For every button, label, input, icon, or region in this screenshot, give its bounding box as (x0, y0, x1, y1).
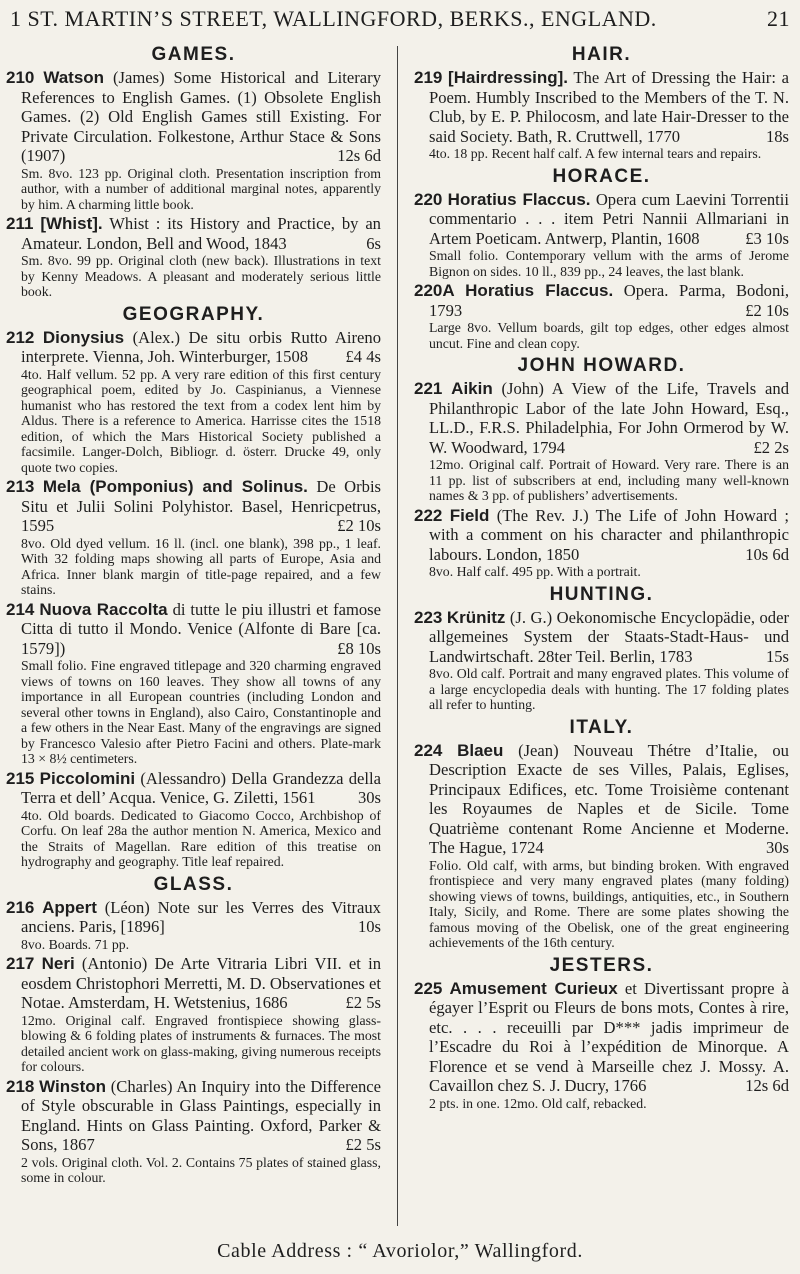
entry-text: The Art of Dressing the Hair: a Poem. Humbly Inscribed to the Members of the T. N. Club, by E. P. Philocosm, and late Hair-Dresser to the said Society. Bath, R. Cruttwell, 1770 (429, 68, 789, 146)
entry-number: 213 (6, 477, 35, 496)
catalogue-entry (414, 741, 789, 951)
catalogue-entry (414, 506, 789, 580)
entry-text: et Divertissant propre à égayer l’Esprit ou Fleurs de bons mots, Contes à rire, etc. . . . receuilli par D*** jadis imprimeur de l’Escadre du Roi à l’expédition de Minorque. A Florence et se vend à Marseille chez J. Mossy. A. Cavaillon chez S. J. Ducry, 1766 (429, 978, 789, 1095)
entry-author: [Whist]. (40, 214, 103, 233)
page-number: 21 (767, 6, 790, 31)
entry-author: [Hairdressing]. (448, 68, 569, 87)
catalogue-entry (6, 600, 381, 767)
entry-author: Krünitz (446, 607, 506, 627)
entry-title-line (6, 1077, 381, 1155)
entry-title-line (6, 328, 381, 367)
section-heading: GEOGRAPHY. (122, 303, 265, 325)
entry-text: (James) Some Historical and Literary References to English Games. (1) Obsolete English Games. (2) Old English Games still Existing. For Private Circulation. Folkestone, Arthur Stace & Sons (1907) (21, 68, 381, 165)
catalogue-entry (6, 954, 381, 1075)
entry-description: Large 8vo. Vellum boards, gilt top edges, other edges almost uncut. Fine and clean copy. (429, 320, 789, 351)
entry-price: £4 4s (345, 347, 381, 366)
entry-title-line (414, 741, 789, 858)
entry-description: Sm. 8vo. 123 pp. Original cloth. Presentation inscription from author, with a number of additional marginal notes, apparently by him. A charming little book. (21, 165, 381, 212)
entry-number: 222 (414, 505, 443, 525)
entry-number: 214 (6, 599, 35, 619)
entry-author: Neri (41, 954, 75, 973)
entry-text: Opera cum Laevini Torrentii commentario . . . item Petri Nannii Allmariani in Artem Poeticam. Antwerp, Plantin, 1608 (429, 189, 789, 248)
entry-author: Piccolomini (39, 768, 136, 788)
entry-text: di tutte le piu illustri et famose Citta di tutto il Mondo. Venice (Alfonte di Bare [ca. 1579]) (21, 599, 381, 658)
catalogue-entry (414, 281, 789, 351)
entry-price: £3 10s (745, 228, 789, 248)
entry-title-line (414, 608, 789, 667)
entry-author: Mela (Pomponius) and Solinus. (42, 477, 308, 496)
entry-text: Whist : its History and Practice, by an Amateur. London, Bell and Wood, 1843 (21, 214, 381, 253)
entry-author: Horatius Flaccus. (465, 281, 614, 300)
section-heading: JESTERS. (549, 954, 654, 976)
entry-price: 10s 6d (745, 544, 789, 564)
catalogue-entry (414, 979, 789, 1112)
entry-text: Opera. Parma, Bodoni, 1793 (429, 281, 789, 320)
entry-description: 2 pts. in one. 12mo. Old calf, rebacked. (429, 1095, 647, 1111)
entry-author: Amusement Curieux (449, 978, 618, 998)
entry-number: 218 (6, 1076, 35, 1096)
entry-price: £2 10s (745, 300, 789, 320)
entry-title-line (6, 769, 381, 808)
entry-number: 220A (414, 281, 455, 300)
column-divider (397, 46, 398, 1226)
entry-text: (Léon) Note sur les Verres des Vitraux anciens. Paris, [1896] (21, 897, 381, 936)
bookseller-address: 1 ST. MARTIN’S STREET, WALLINGFORD, BERKS., ENGLAND. (10, 6, 657, 31)
entry-number: 221 (414, 379, 443, 398)
section-heading: HUNTING. (549, 583, 654, 605)
catalogue-entry (414, 608, 789, 713)
entry-number: 211 (6, 214, 34, 233)
entry-price: 10s (357, 917, 381, 936)
entry-text: (John) A View of the Life, Travels and Philanthropic Labor of the late John Howard, Esq., LL.D., F.R.S. Philadelphia, For John Ormerod by W. W. Woodward, 1794 (429, 379, 789, 457)
entry-description: 8vo. Half calf. 495 pp. With a portrait. (429, 564, 641, 579)
catalogue-entry (414, 190, 789, 280)
entry-description: Small folio. Contemporary vellum with the arms of Jerome Bignon on sides. 10 ll., 839 pp., 24 leaves, the last blank. (429, 248, 789, 279)
entry-description: Small folio. Fine engraved titlepage and 320 charming engraved views of towns on 160 leaves. They show all towns of any importance in all European countries (including London and several other towns in England), also Cairo, Constantinople and a few others in the Near East. Many of the engravings are signed by Francesco Valesio after Pietro Facini and others. Plate-mark 13 × 8½ centimeters. (21, 658, 381, 766)
entry-text: (Alex.) De situ orbis Rutto Aireno interprete. Vienna, Joh. Winterburger, 1508 (21, 327, 381, 366)
entry-number: 224 (414, 740, 443, 760)
catalogue-entry (6, 68, 381, 212)
section-heading: HORACE. (552, 165, 651, 187)
section-heading: GAMES. (151, 44, 236, 65)
entry-title-line (414, 979, 789, 1096)
entry-price: £8 10s (337, 638, 381, 658)
entry-title-line (414, 68, 789, 146)
entry-author: Horatius Flaccus. (447, 189, 591, 209)
entry-author: Aikin (451, 379, 493, 398)
entry-description: 4to. Half vellum. 52 pp. A very rare edition of this first century geographical poem, edited by Jo. Caspinianus, a Viennese humanist who has restored the text from a codex lent him by Aldus. There is a reference to America. Harrisse cites the 1518 edition, of which the Mars Historical Society published a facsimile. Langer-Dolch, Bibliogr. d. österr. Drucke 49, only quote two copies. (21, 366, 381, 475)
cable-address: Cable Address : “ Avoriolor,” Wallingford. (217, 1240, 583, 1262)
entry-price: 6s (366, 233, 381, 253)
entry-price: 18s (765, 126, 789, 146)
entry-text: (Charles) An Inquiry into the Difference of Style obscurable in Glass Paintings, especially in England. Hints on Glass Painting. Oxford, Parker & Sons, 1867 (21, 1076, 381, 1154)
entry-title-line (6, 214, 381, 253)
right-column (414, 40, 789, 1234)
page-header (0, 4, 800, 36)
entry-price: £2 2s (753, 437, 789, 457)
entry-price: 12s 6d (337, 146, 381, 165)
entry-price: 15s (765, 646, 789, 666)
entry-author: Nuova Raccolta (39, 599, 168, 619)
section-heading: GLASS. (153, 873, 234, 895)
entry-price: 30s (765, 838, 789, 857)
section-heading: ITALY. (569, 716, 634, 738)
entry-author: Watson (43, 68, 105, 87)
entry-price: 12s 6d (745, 1076, 789, 1095)
entry-title-line (6, 898, 381, 937)
entry-title-line (414, 281, 789, 320)
entry-number: 215 (6, 768, 35, 788)
entry-description: 4to. 18 pp. Recent half calf. A few internal tears and repairs. (429, 146, 762, 161)
entry-author: Field (449, 505, 490, 525)
catalogue-entry (6, 477, 381, 598)
entry-title-line (6, 68, 381, 166)
entry-number: 225 (414, 978, 443, 998)
entry-text: De Orbis Situ et Julii Solini Polyhistor. Basel, Henricpetrus, 1595 (21, 477, 381, 535)
entry-description: 12mo. Original calf. Portrait of Howard. Very rare. There is an 11 pp. list of subscribers at end, including many well-known names & 3 pp. of publishers’ advertisements. (429, 457, 789, 503)
entry-title-line (6, 954, 381, 1013)
entry-number: 212 (6, 327, 35, 347)
catalogue-entry (6, 1077, 381, 1186)
entry-title-line (6, 600, 381, 659)
entry-description: 8vo. Old calf. Portrait and many engraved plates. This volume of a large encyclopedia deals with hunting. The 17 folding plates all refer to hunting. (429, 666, 789, 712)
entry-author: Winston (39, 1076, 106, 1096)
catalogue-entry (6, 328, 381, 476)
catalogue-entry (414, 68, 789, 162)
catalogue-entry (414, 379, 789, 504)
entry-description: 12mo. Original calf. Engraved frontispiece showing glass-blowing & 6 folding plates of instruments & furnaces. The most detailed ancient work on glass-making, giving numerous receipts for colours. (21, 1012, 381, 1074)
entry-title-line (414, 506, 789, 565)
left-column (6, 40, 381, 1234)
entry-number: 223 (414, 607, 443, 627)
entry-number: 217 (6, 954, 35, 973)
entry-author: Appert (42, 897, 97, 917)
entry-description: Folio. Old calf, with arms, but binding broken. With engraved frontispiece and very many engraved plates (many folding) showing views of towns, buildings, antiquities, etc., in Southern Italy, Sicily, and Rome. There are some plates showing the famous moving of the Obelisk, one of the great engineering achievements of the 16th century. (429, 857, 789, 950)
catalogue-entry (6, 214, 381, 300)
entry-price: £2 5s (345, 993, 381, 1012)
entry-description: 4to. Old boards. Dedicated to Giacomo Cocco, Archbishop of Corfu. On leaf 28a the author mention N. America, Mexico and the Straits of Magellan. Rare edition of this treatise on hydrography and geography. Title leaf repaired. (21, 807, 381, 869)
entry-title-line (414, 190, 789, 249)
entry-text: (Antonio) De Arte Vitraria Libri VII. et in eosdem Christophori Merretti, M. D. Observationes et Notae. Amsterdam, H. Wetstenius, 1686 (21, 954, 381, 1012)
entry-text: (J. G.) Oekonomische Encyclopädie, oder allgemeines System der Staats-Stadt-Haus- und Landwirtschaft. 28ter Teil. Berlin, 1783 (429, 607, 789, 666)
entry-title-line (6, 477, 381, 536)
entry-description: 2 vols. Original cloth. Vol. 2. Contains 75 plates of stained glass, some in colour. (21, 1154, 381, 1185)
entry-number: 220 (414, 189, 443, 209)
entry-price: £2 10s (337, 516, 381, 535)
entry-description: 8vo. Boards. 71 pp. (21, 936, 130, 952)
entry-description: 8vo. Old dyed vellum. 16 ll. (incl. one blank), 398 pp., 1 leaf. With 32 folding maps showing all parts of Europe, Asia and Africa. Inner blank margin of title-page repaired, and a few stains. (21, 535, 381, 597)
entry-number: 216 (6, 897, 35, 917)
catalogue-entry (6, 898, 381, 953)
entry-author: Blaeu (457, 740, 504, 760)
entry-number: 210 (6, 68, 35, 87)
entry-description: Sm. 8vo. 99 pp. Original cloth (new back). Illustrations in text by Kenny Meadows. A pleasant and moderately serious little book. (21, 253, 381, 299)
entry-text: (The Rev. J.) The Life of John Howard ; with a comment on his character and philanthropic labours. London, 1850 (429, 505, 789, 564)
catalogue-entry (6, 769, 381, 870)
entry-text: (Jean) Nouveau Thétre d’Italie, ou Description Exacte de ses Villes, Palais, Eglises, Principaux Edifices, etc. Tome Troisième contenant les Royaumes de Naples et de Sicile. Tome Quatrième contenant Rome Ancienne et Moderne. The Hague, 1724 (429, 740, 789, 857)
entry-number: 219 (414, 68, 443, 87)
entry-author: Dionysius (42, 327, 125, 347)
entry-price: £2 5s (345, 1135, 381, 1154)
entry-title-line (414, 379, 789, 457)
entry-text: (Alessandro) Della Grandezza della Terra et dell’ Acqua. Venice, G. Ziletti, 1561 (21, 768, 381, 807)
entry-price: 30s (357, 788, 381, 807)
section-heading: HAIR. (571, 44, 632, 65)
section-heading: JOHN HOWARD. (517, 355, 686, 376)
